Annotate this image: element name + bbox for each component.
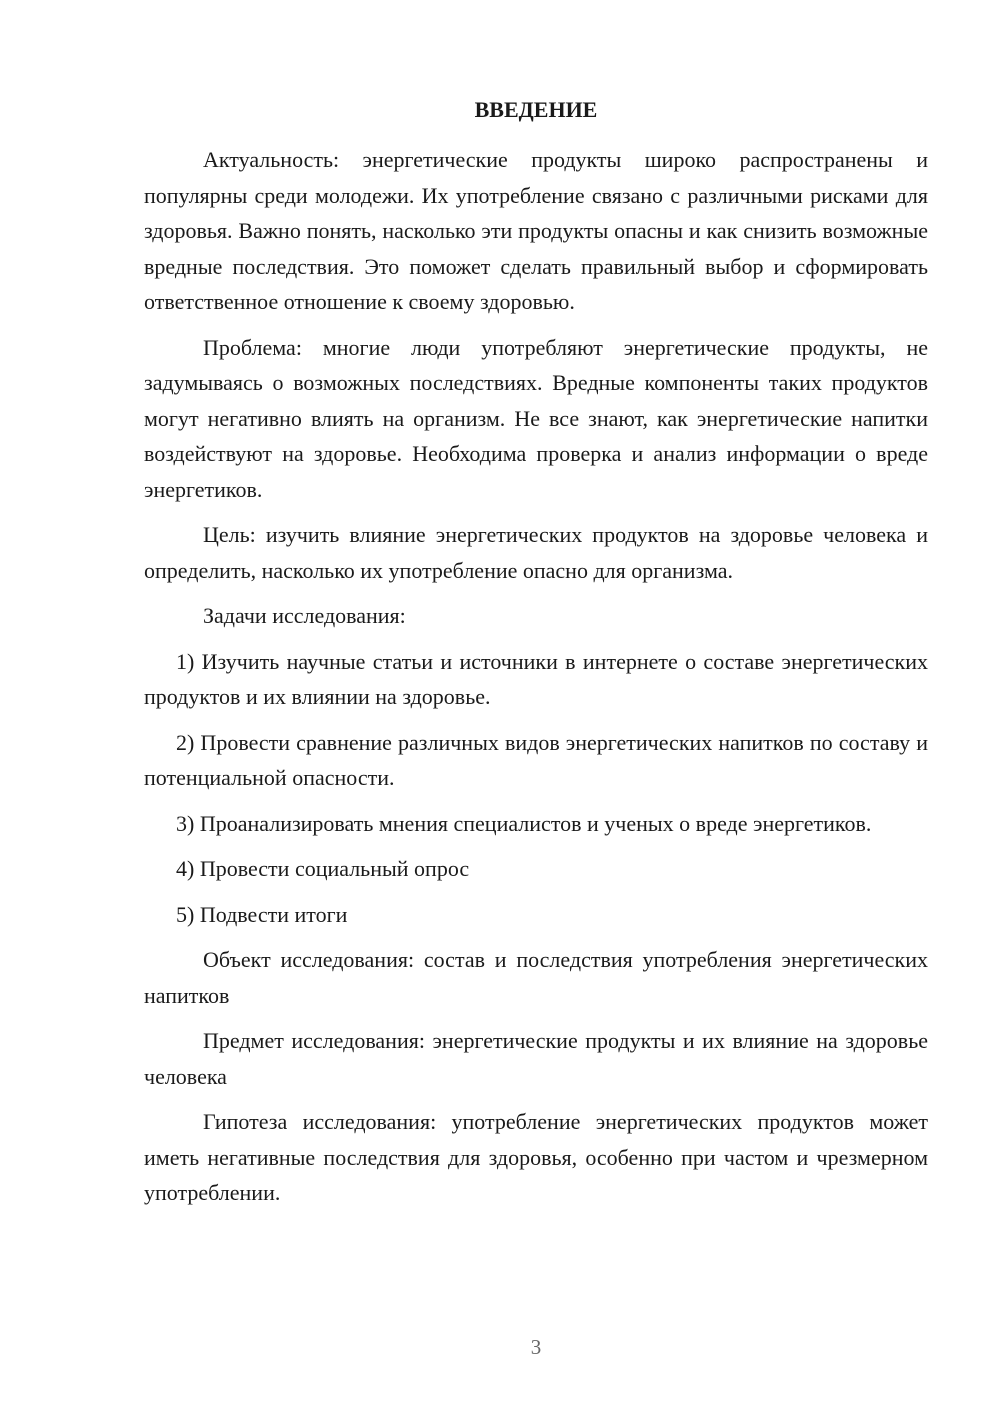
section-heading: ВВЕДЕНИЕ [474, 97, 598, 122]
document-page [144, 0, 928, 1414]
task-item-2: 2) Провести сравнение различных видов энергетических напитков по составу и потенциальной опасности. [144, 729, 928, 790]
page-number: 3 [530, 1335, 542, 1359]
paragraph-relevance: Актуальность: энергетические продукты широко распространены и популярны среди молодежи. Их употребление связано с различными рисками для здоровья. Важно понять, насколько эти продукты опасны и как снизить возможные вредные последствия. Это поможет сделать правильный выбор и сформировать ответственное отношение к своему здоровью. [144, 147, 928, 314]
task-item-4: 4) Провести социальный опрос [176, 856, 470, 881]
paragraph-subject: Предмет исследования: энергетические продукты и их влияние на здоровье человека [144, 1028, 928, 1089]
paragraph-object: Объект исследования: состав и последствия употребления энергетических напитков [144, 947, 928, 1008]
task-item-1: 1) Изучить научные статьи и источники в интернете о составе энергетических продуктов и их влиянии на здоровье. [144, 648, 928, 709]
task-item-5: 5) Подвести итоги [176, 901, 348, 927]
tasks-title: Задачи исследования: [203, 603, 406, 628]
paragraph-problem: Проблема: многие люди употребляют энергетические продукты, не задумываясь о возможных последствиях. Вредные компоненты таких продуктов могут негативно влиять на организм. Не все знают, как энергетические напитки воздействуют на здоровье. Необходима проверка и анализ информации о вреде энергетиков. [144, 334, 928, 502]
task-item-3: 3) Проанализировать мнения специалистов и ученых о вреде энергетиков. [176, 810, 872, 836]
paragraph-goal: Цель: изучить влияние энергетических продуктов на здоровье человека и определить, насколько их употребление опасно для организма. [144, 522, 928, 583]
paragraph-hypothesis: Гипотеза исследования: употребление энергетических продуктов может иметь негативные последствия для здоровья, особенно при частом и чрезмерном употреблении. [144, 1109, 928, 1205]
document-body [144, 142, 928, 1221]
